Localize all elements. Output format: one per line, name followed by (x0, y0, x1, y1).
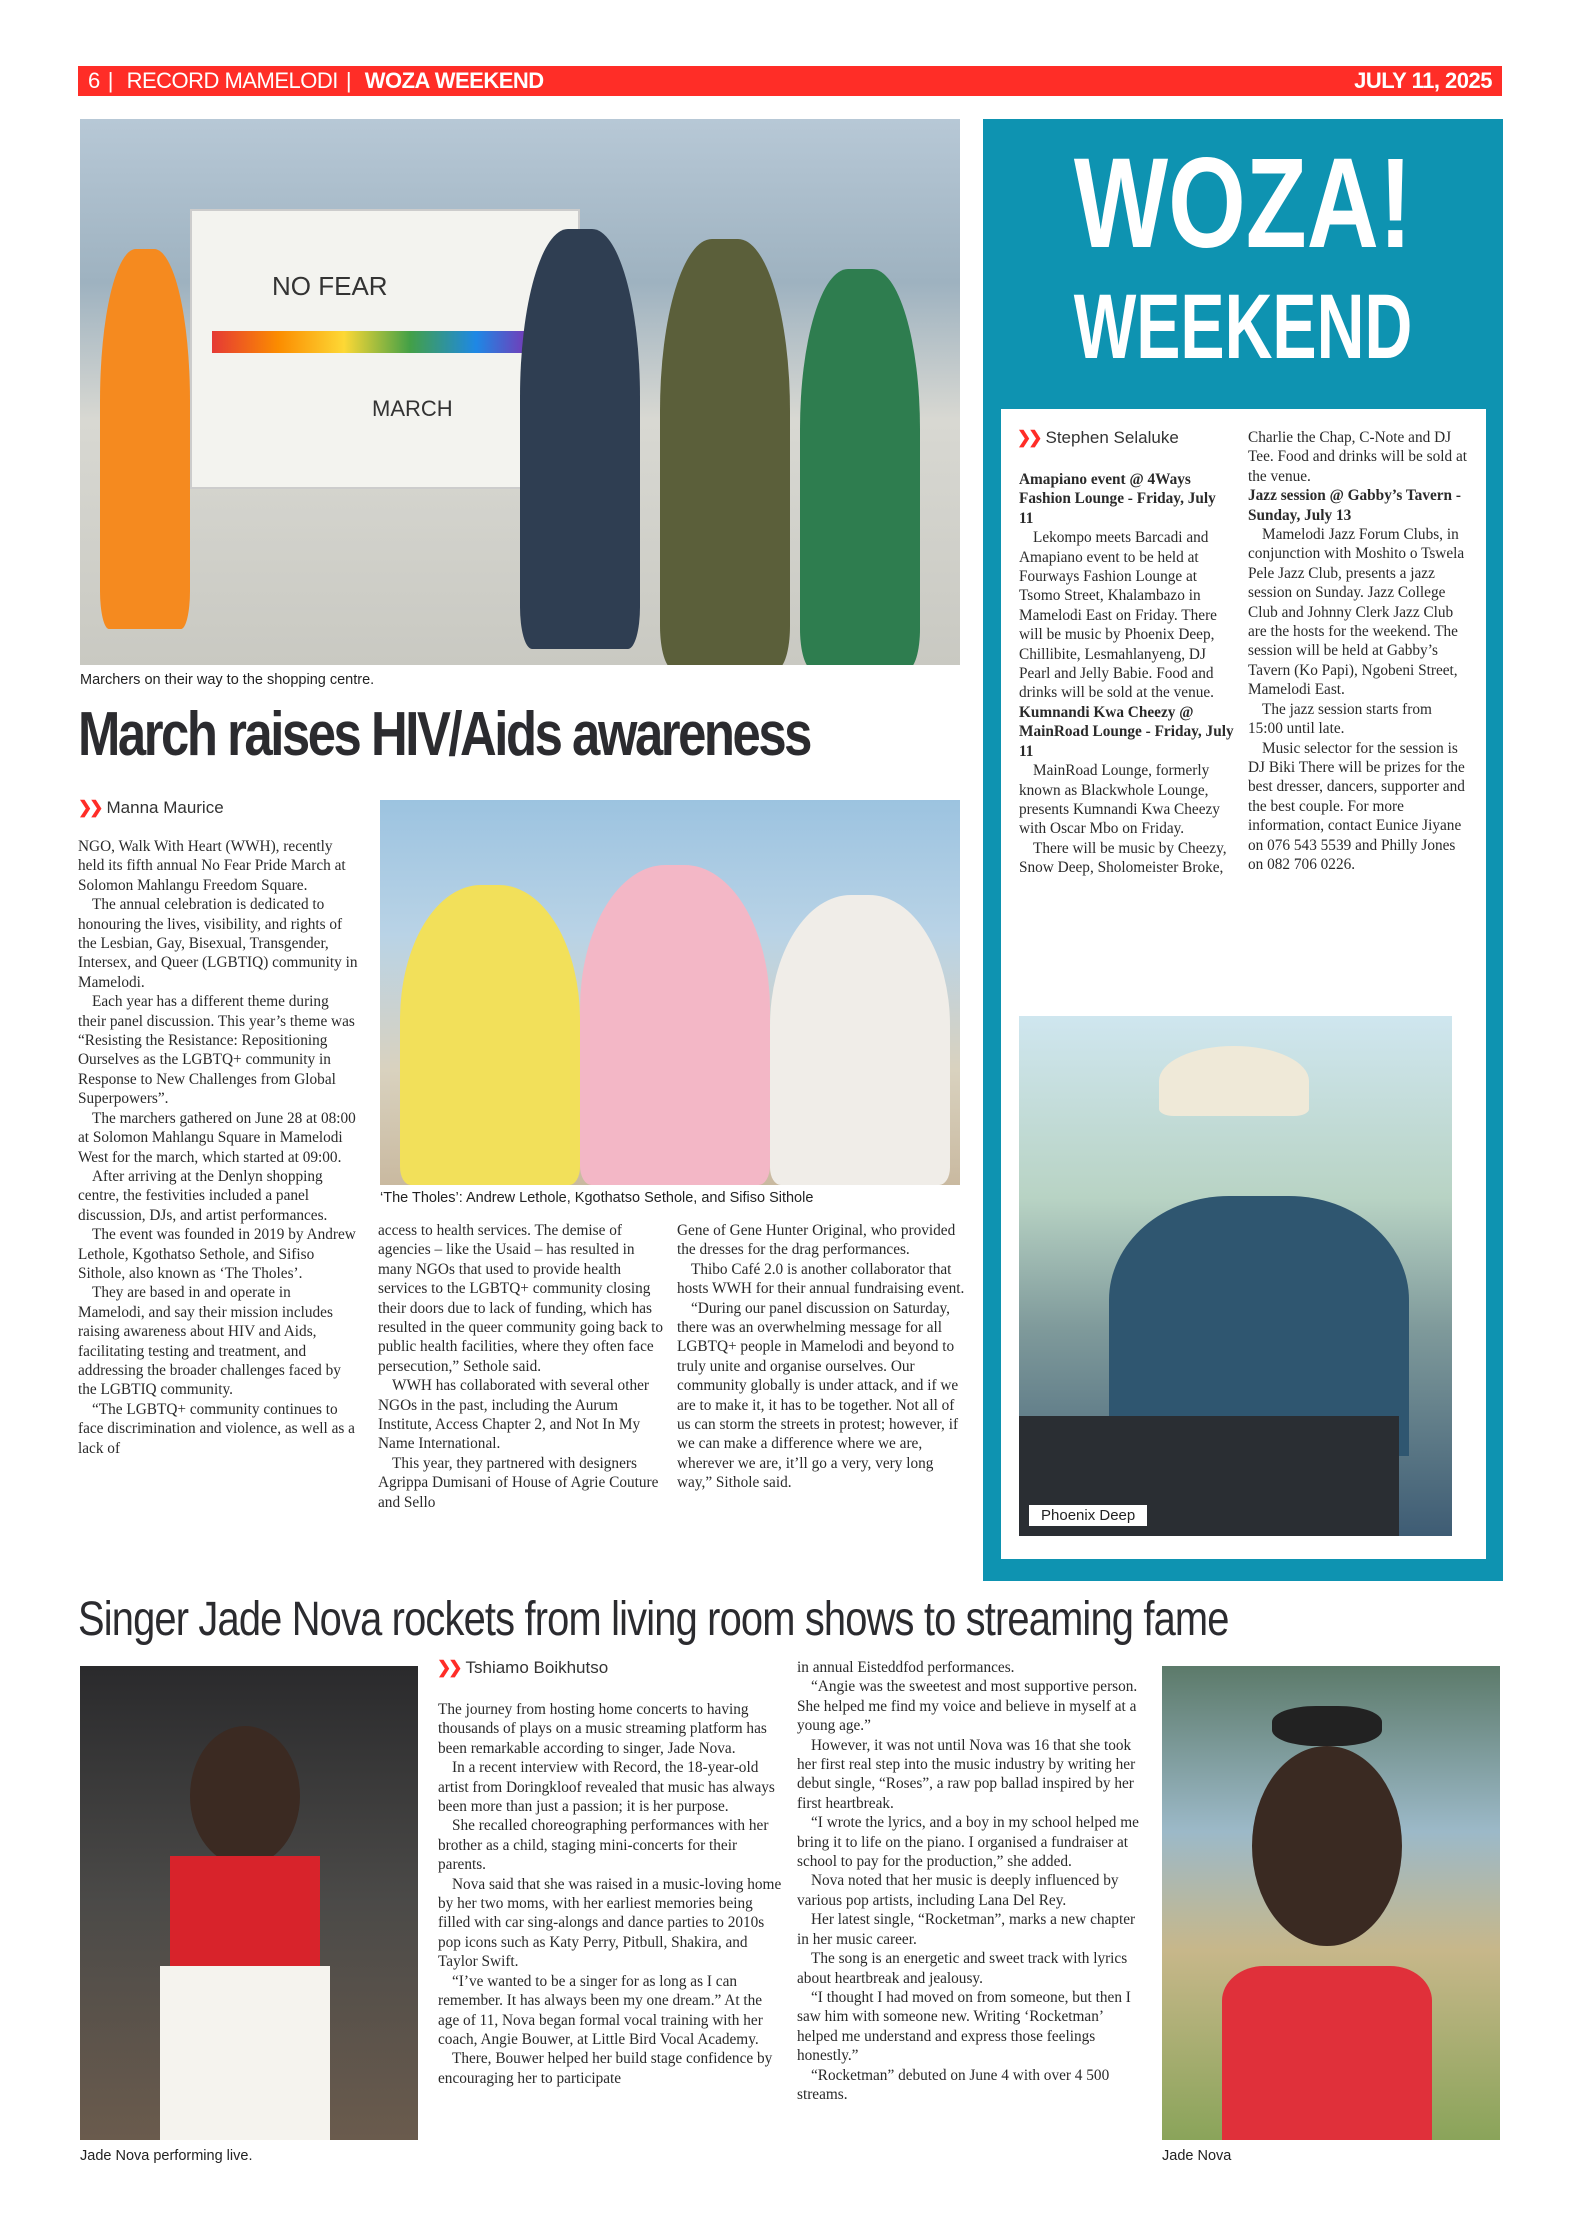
march-photo (80, 119, 960, 665)
paragraph: After arriving at the Denlyn shopping centre, the festivities included a panel discussion, DJs, and artist performances. (78, 1167, 328, 1224)
publication-name: RECORD MAMELODI (126, 68, 338, 93)
article-column-3 (677, 1221, 967, 1493)
phoenix-deep-photo (1019, 1016, 1452, 1536)
weekend-title: WEEKEND (1073, 276, 1413, 378)
marcher-figure (660, 239, 790, 665)
person-figure (770, 895, 950, 1185)
top-shape (170, 1856, 320, 1966)
cap-shape (1159, 1046, 1309, 1116)
section-name: WOZA WEEKEND (364, 68, 544, 93)
author-name: Stephen Selaluke (1045, 428, 1179, 447)
byline (78, 798, 224, 818)
article-column-1 (78, 837, 360, 1458)
event-heading: Jazz session @ Gabby’s Tavern - Sunday, July 13 (1248, 487, 1461, 524)
paragraph: However, it was not until Nova was 16 that she took her first real step into the music industry by writing her debut single, “Roses”, a raw pop ballad inspired by her first heartbreak. (797, 1736, 1136, 1812)
paragraph: Gene of Gene Hunter Original, who provided the dresses for the drag performances. (677, 1222, 956, 1259)
paragraph: In a recent interview with Record, the 18-year-old artist from Doringkloof revealed that music has always been more than just a passion; it is her purpose. (438, 1759, 775, 1816)
paragraph: Thibo Café 2.0 is another collaborator that hosts WWH for their annual fundraising event. (677, 1260, 965, 1298)
paragraph: “I thought I had moved on from someone, but then I saw him with someone new. Writing ‘Rocketman’ helped me understand and express those feelings honestly.” (797, 1988, 1131, 2065)
paragraph: NGO, Walk With Heart (WWH), recently held its fifth annual No Fear Pride March at Solomon Mahlangu Freedom Square. (78, 838, 346, 894)
paragraph: “I’ve wanted to be a singer for as long as I can remember. It has always been my one dream.” At the age of 11, Nova began formal vocal training with her coach, Angie Bouwer, at Little Bird Vocal Academy. (438, 1972, 763, 2048)
page-header-bar (78, 66, 1502, 96)
paragraph: Her latest single, “Rocketman”, marks a new chapter in her music career. (797, 1911, 1136, 1948)
jade-performing-caption: Jade Nova performing live. (80, 2148, 253, 2164)
paragraph: Each year has a different theme during their panel discussion. This year’s theme was “Resisting the Resistance: Repositioning Ourselves as the LGBTQ+ community in Response to New Challenges from Global Superpowers”. (78, 993, 355, 1108)
jade-nova-portrait-photo (1162, 1666, 1500, 2140)
sunglasses-shape (1272, 1706, 1382, 1746)
paragraph: Nova noted that her music is deeply influenced by various pop artists, including Lana Del Rey. (797, 1872, 1119, 1909)
paragraph: “Rocketman” debuted on June 4 with over 4 500 streams. (797, 2066, 1110, 2103)
chevron-right-icon: ❯❯ (437, 1658, 460, 1677)
woza-column-1 (1019, 470, 1234, 878)
byline (437, 1658, 608, 1678)
article-headline: Singer Jade Nova rockets from living room shows to streaming fame (78, 1593, 1229, 1646)
person-figure (580, 865, 770, 1185)
dj-photo-caption: Phoenix Deep (1029, 1505, 1147, 1526)
paragraph: “The LGBTQ+ community continues to face discrimination and violence, as well as a lack of (78, 1400, 355, 1457)
article-headline: March raises HIV/Aids awareness (78, 700, 810, 769)
woza-title: WOZA! (1073, 132, 1413, 275)
chevron-right-icon: ❯❯ (78, 798, 101, 817)
paragraph: Nova said that she was raised in a music-loving home by her two moms, with her earliest memories being filled with car sing-alongs and dance parties to 2010s pop icons such as Katy Perry, Pitbull, Shakira, and Taylor Swift. (438, 1875, 782, 1971)
author-name: Manna Maurice (106, 798, 224, 817)
paragraph: They are based in and operate in Mamelodi, and say their mission includes raising awareness about HIV and Aids, facilitating testing and treatment, and addressing the broader challenges faced by the LGBTIQ community. (78, 1284, 341, 1399)
banner-text: MARCH (372, 396, 453, 421)
paragraph: The song is an energetic and sweet track with lyrics about heartbreak and jealousy. (797, 1950, 1128, 1987)
banner-text: NO FEAR (272, 271, 388, 301)
article-column-2 (378, 1221, 666, 1512)
article2-column-1 (438, 1700, 783, 2088)
paragraph: This year, they partnered with designers Agrippa Dumisani of House of Agrie Couture and Sello (378, 1454, 659, 1511)
paragraph: WWH has collaborated with several other NGOs in the past, including the Aurum Institute, Access Chapter 2, and Not In My Name International. (378, 1377, 649, 1453)
separator: | (345, 68, 352, 93)
paragraph: The marchers gathered on June 28 at 08:00 at Solomon Mahlangu Square in Mamelodi West for the march, which started at 09:00. (78, 1109, 356, 1166)
march-photo-caption: Marchers on their way to the shopping centre. (80, 672, 375, 688)
issue-date: JULY 11, 2025 (1354, 68, 1492, 93)
person-figure (400, 885, 580, 1185)
paragraph: access to health services. The demise of agencies – like the Usaid – has resulted in many NGOs that used to provide health services to the LGBTQ+ community closing their doors due to lack of funding, which has resulted in the queer community going back to public health facilities, where they often face persecution,” Sethole said. (378, 1222, 664, 1375)
paragraph: Mamelodi Jazz Forum Clubs, in conjunction with Moshito o Tswela Pele Jazz Club, presents a jazz session on Sunday. Jazz College Club and Johnny Clerk Jazz Club are the hosts for the weekend. The session will be held at Gabby’s Tavern (Ko Papi), Ngobeni Street, Mamelodi East. (1248, 526, 1465, 699)
article2-column-2 (797, 1658, 1147, 2104)
head-shape (190, 1726, 300, 1866)
paragraph: There will be music by Cheezy, Snow Deep, Sholomeister Broke, (1019, 839, 1227, 877)
marcher-figure (520, 229, 640, 649)
paragraph: Music selector for the session is DJ Biki There will be prizes for the best dresser, dancers, supporter and the best couple. For more information, contact Eunice Jiyane on 076 543 5539 and Philly Jones on 082 706 0226. (1248, 739, 1465, 873)
paragraph: Charlie the Chap, C-Note and DJ Tee. Food and drinks will be sold at the venue. (1248, 429, 1468, 485)
jade-nova-performing-photo (80, 1666, 418, 2140)
paragraph: The event was founded in 2019 by Andrew Lethole, Kgothatso Sethole, and Sifiso Sithole, also known as ‘The Tholes’. (78, 1226, 356, 1282)
paragraph: The annual celebration is dedicated to honouring the lives, visibility, and rights of the Lesbian, Gay, Bisexual, Transgender, Intersex, and Queer (LGBTIQ) community in Mamelodi. (78, 896, 358, 991)
woza-column-2 (1248, 428, 1470, 874)
head-shape (1252, 1746, 1402, 1946)
paragraph: The jazz session starts from 15:00 until late. (1248, 700, 1432, 738)
marcher-figure (800, 269, 920, 665)
paragraph: The journey from hosting home concerts to having thousands of plays on a music streaming platform has been remarkable according to singer, Jade Nova. (438, 1701, 767, 1757)
paragraph: Lekompo meets Barcadi and Amapiano event to be held at Fourways Fashion Lounge at Tsomo Street, Khalambazo in Mamelodi East on Friday. There will be music by Phoenix Deep, Chillibite, Lesmahlanyeng, DJ Pearl and Jelly Babie. Food and drinks will be sold at the venue. (1019, 529, 1217, 702)
separator: | (107, 68, 113, 93)
byline (1017, 428, 1179, 448)
page-number: 6 (88, 68, 100, 93)
paragraph: MainRoad Lounge, formerly known as Blackwhole Lounge, presents Kumnandi Kwa Cheezy with Oscar Mbo on Friday. (1019, 762, 1220, 838)
author-name: Tshiamo Boikhutso (465, 1658, 609, 1677)
tholes-photo-caption: ‘The Tholes’: Andrew Lethole, Kgothatso Sethole, and Sifiso Sithole (380, 1190, 814, 1206)
tholes-photo (380, 800, 960, 1185)
top-shape (1222, 1966, 1432, 2140)
rainbow-stripe (212, 331, 542, 353)
chevron-right-icon: ❯❯ (1017, 428, 1040, 447)
paragraph: There, Bouwer helped her build stage confidence by encouraging her to participate (438, 2050, 773, 2087)
paragraph: She recalled choreographing performances with her brother as a child, staging mini-concerts for their parents. (438, 1817, 769, 1874)
paragraph: “During our panel discussion on Saturday, there was an overwhelming message for all LGBTQ+ people in Mamelodi and beyond to truly unite and organise ourselves. Our community globally is under attack, and if we are to make it, it has to be together. Not all of us can storm the streets in protest; however, if we can make a difference where we are, wherever we are, it’ll go a very, very long way,” Sithole said. (677, 1299, 959, 1492)
jade-portrait-caption: Jade Nova (1162, 2148, 1232, 2164)
paragraph: in annual Eisteddfod performances. (797, 1659, 1015, 1676)
paragraph: “Angie was the sweetest and most supportive person. She helped me find my voice and believe in myself at a young age.” (797, 1678, 1138, 1735)
marcher-figure (100, 249, 190, 629)
event-heading: Kumnandi Kwa Cheezy @ MainRoad Lounge - Friday, July 11 (1019, 703, 1234, 760)
trousers-shape (160, 1966, 330, 2140)
event-heading: Amapiano event @ 4Ways Fashion Lounge - Friday, July 11 (1019, 471, 1216, 527)
paragraph: “I wrote the lyrics, and a boy in my school helped me bring it to life on the piano. I organised a fundraiser at school to pay for the production,” she added. (797, 1814, 1139, 1871)
